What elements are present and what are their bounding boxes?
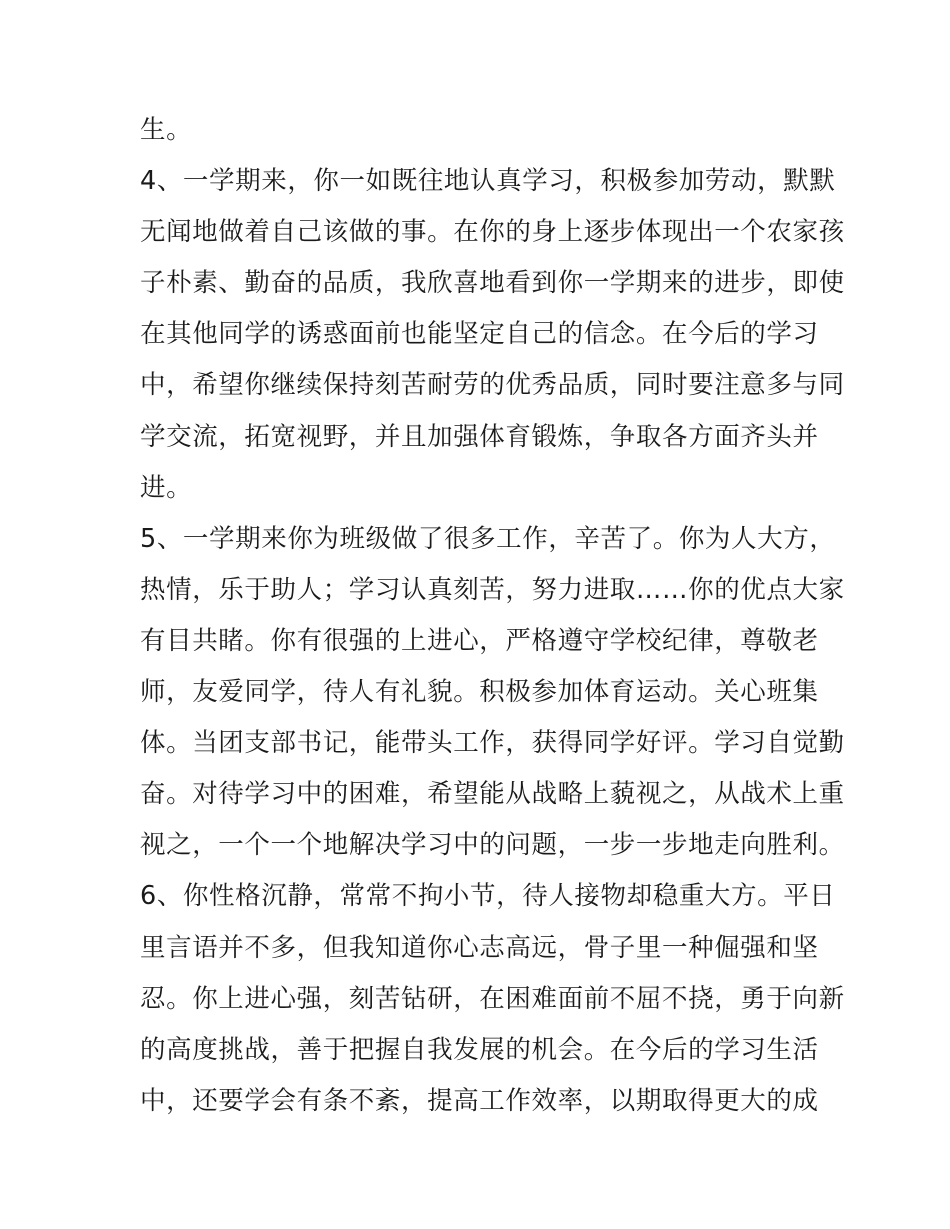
text-line: 有目共睹。你有很强的上进心，严格遵守学校纪律，尊敬老 <box>140 625 819 656</box>
text-line: 无闻地做着自己该做的事。在你的身上逐步体现出一个农家孩 <box>140 217 845 248</box>
text-line: 中，希望你继续保持刻苦耐劳的优秀品质，同时要注意多与同 <box>140 370 845 401</box>
text-line: 中，还要学会有条不紊，提高工作效率，以期取得更大的成 <box>140 1085 819 1116</box>
text-line: 在其他同学的诱惑面前也能坚定自己的信念。在今后的学习 <box>140 319 819 350</box>
document-body <box>140 105 845 1127</box>
text-line: 生。 <box>140 115 193 145</box>
text-line: 6、你性格沉静，常常不拘小节，待人接物却稳重大方。平日 <box>140 881 836 912</box>
text-line: 视之，一个一个地解决学习中的问题，一步一步地走向胜利。 <box>140 830 845 861</box>
text-line: 的高度挑战，善于把握自我发展的机会。在今后的学习生活 <box>140 1034 819 1065</box>
text-line: 热情，乐于助人；学习认真刻苦，努力进取……你的优点大家 <box>140 574 845 605</box>
text-line: 体。当团支部书记，能带头工作，获得同学好评。学习自觉勤 <box>140 728 845 759</box>
text-line: 学交流，拓宽视野，并且加强体育锻炼，争取各方面齐头并 <box>140 421 819 452</box>
text-line: 奋。对待学习中的困难，希望能从战略上藐视之，从战术上重 <box>140 779 845 810</box>
text-line: 里言语并不多，但我知道你心志高远，骨子里一种倔强和坚 <box>140 932 819 963</box>
text-line: 子朴素、勤奋的品质，我欣喜地看到你一学期来的进步，即使 <box>140 268 845 299</box>
text-line: 师，友爱同学，待人有礼貌。积极参加体育运动。关心班集 <box>140 677 819 708</box>
text-line: 4、一学期来，你一如既往地认真学习，积极参加劳动，默默 <box>140 166 836 197</box>
text-line: 进。 <box>140 472 193 503</box>
text-line: 5、一学期来你为班级做了很多工作，辛苦了。你为人大方， <box>140 523 836 554</box>
text-line: 忍。你上进心强，刻苦钻研，在困难面前不屈不挠，勇于向新 <box>140 983 845 1014</box>
